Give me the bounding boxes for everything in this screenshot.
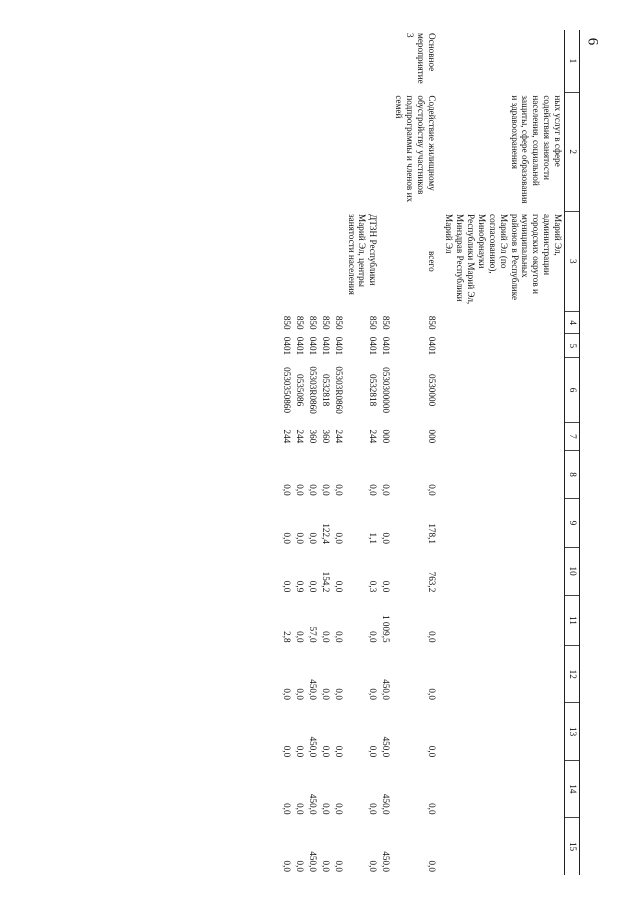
cell-amount-year: 0,0 xyxy=(426,803,437,815)
header-cell: 4 xyxy=(565,312,580,334)
header-cell: 7 xyxy=(565,422,580,450)
cell-grbs-code: 850 xyxy=(307,315,318,330)
cell-amount-year: 0,0 xyxy=(426,484,437,496)
cell-amount-year xyxy=(443,450,565,498)
cell-amount-year xyxy=(443,760,565,817)
cell-responsible xyxy=(319,211,332,312)
cell-amount-year: 0,0 xyxy=(282,860,293,872)
cell-amount-year: 0,9 xyxy=(295,580,306,593)
header-cell: 10 xyxy=(565,547,580,595)
header-cell: 2 xyxy=(565,92,580,211)
cell-amount-year: 0,0 xyxy=(333,745,344,758)
cell-amount-year: 0,0 xyxy=(426,688,437,700)
cell-grbs-code: 850 xyxy=(426,315,437,330)
cell-amount-year xyxy=(443,499,565,547)
table-row xyxy=(306,30,319,875)
table-row xyxy=(443,30,565,875)
cell-amount-year: 450,0 xyxy=(307,793,318,815)
cell-description xyxy=(332,92,345,211)
cell-grbs-code: 850 xyxy=(295,315,306,330)
cell-responsible xyxy=(306,211,319,312)
cell-amount-year: 0,0 xyxy=(368,860,379,872)
cell-amount-year xyxy=(443,818,565,875)
cell-amount-year: 0,0 xyxy=(368,631,379,643)
cell-grbs-code xyxy=(443,312,565,334)
table-row xyxy=(345,30,380,875)
cell-event-name xyxy=(379,30,392,92)
header-row xyxy=(565,30,580,875)
cell-amount-year: 2,8 xyxy=(282,631,293,643)
header-cell: 8 xyxy=(565,450,580,498)
table-row xyxy=(332,30,345,875)
table-row xyxy=(319,30,332,875)
cell-expense-type: 244 xyxy=(295,429,306,444)
cell-responsible xyxy=(332,211,345,312)
table-row xyxy=(280,30,293,875)
cell-amount-year: 450,0 xyxy=(307,679,318,700)
cell-amount-year: 0,0 xyxy=(333,484,344,496)
cell-event-name xyxy=(345,30,380,92)
header-cell: 11 xyxy=(565,595,580,645)
table-row xyxy=(379,30,392,875)
cell-expense-type: 000 xyxy=(381,429,392,444)
cell-responsible xyxy=(379,211,392,312)
cell-amount-year: 0,0 xyxy=(307,580,318,593)
cell-responsible: ДТЗН Республики Марий Эл, центры занятости населения xyxy=(346,214,379,295)
table-body xyxy=(280,30,564,875)
cell-target-article: 0530350860 xyxy=(282,367,293,414)
cell-description: ных услуг в сфере содействия занятости населения, социальной защиты, сфере образования и здравоохранения xyxy=(509,95,563,204)
cell-amount-year: 450,0 xyxy=(307,736,318,758)
cell-amount-year: 1 009,5 xyxy=(381,615,392,643)
cell-section-code: 0401 xyxy=(320,336,331,356)
cell-amount-year: 0,0 xyxy=(333,803,344,815)
cell-amount-year: 0,0 xyxy=(307,484,318,496)
cell-amount-year: 0,0 xyxy=(295,688,306,700)
cell-responsible: Марий Эл, администрации городских округов и муниципальных районов в Республике Марий Эл (по согласованию), Минобрнауки Республики Марий Эл, Минздрав Республики Марий Эл xyxy=(444,214,563,305)
cell-amount-year: 0,0 xyxy=(320,688,331,700)
cell-amount-year: 0,0 xyxy=(295,803,306,815)
cell-target-article: 0530300000 xyxy=(381,367,392,414)
table-row xyxy=(392,30,442,875)
cell-amount-year: 0,0 xyxy=(381,484,392,496)
cell-amount-year: 0,0 xyxy=(295,532,306,544)
cell-event-name xyxy=(443,30,565,92)
cell-amount-year: 1,1 xyxy=(368,532,379,544)
cell-amount-year: 0,0 xyxy=(368,745,379,758)
cell-section-code: 0401 xyxy=(295,336,306,356)
cell-amount-year: 0,0 xyxy=(282,688,293,700)
header-cell: 3 xyxy=(565,211,580,312)
cell-event-name xyxy=(293,30,306,92)
cell-description xyxy=(306,92,319,211)
cell-target-article xyxy=(443,358,565,422)
cell-amount-year: 0,0 xyxy=(320,803,331,815)
cell-amount-year: 0,0 xyxy=(307,532,318,544)
cell-amount-year: 57,0 xyxy=(307,626,318,643)
cell-amount-year: 0,0 xyxy=(295,860,306,872)
cell-amount-year: 0,0 xyxy=(282,580,293,593)
cell-amount-year: 450,0 xyxy=(381,793,392,815)
header-cell: 14 xyxy=(565,760,580,817)
cell-event-name xyxy=(332,30,345,92)
cell-amount-year: 0,0 xyxy=(333,532,344,544)
cell-amount-year: 0,0 xyxy=(295,745,306,758)
cell-amount-year: 0,0 xyxy=(368,688,379,700)
cell-description xyxy=(280,92,293,211)
cell-target-article: 0530000 xyxy=(426,374,437,407)
cell-expense-type xyxy=(443,422,565,450)
cell-grbs-code: 850 xyxy=(333,315,344,330)
cell-amount-year xyxy=(443,646,565,703)
cell-grbs-code: 850 xyxy=(282,315,293,330)
cell-section-code: 0401 xyxy=(333,336,344,356)
cell-target-article: 05303R0860 xyxy=(307,366,318,414)
cell-amount-year: 450,0 xyxy=(307,851,318,872)
cell-amount-year: 0,0 xyxy=(282,484,293,496)
cell-description xyxy=(319,92,332,211)
cell-amount-year: 0,0 xyxy=(295,484,306,496)
cell-section-code xyxy=(443,334,565,358)
cell-amount-year: 0,0 xyxy=(381,580,392,593)
cell-amount-year: 122,4 xyxy=(320,523,331,544)
cell-amount-year: 154,2 xyxy=(320,571,331,593)
page-number: 6 xyxy=(584,37,601,46)
cell-expense-type: 244 xyxy=(368,429,379,444)
cell-amount-year: 450,0 xyxy=(381,851,392,872)
cell-section-code: 0401 xyxy=(368,336,379,356)
header-cell: 15 xyxy=(565,818,580,875)
cell-expense-type: 244 xyxy=(333,429,344,444)
cell-event-name xyxy=(280,30,293,92)
cell-amount-year: 0,0 xyxy=(333,688,344,700)
cell-expense-type: 360 xyxy=(307,429,318,444)
cell-amount-year: 0,3 xyxy=(368,580,379,593)
cell-responsible xyxy=(280,211,293,312)
cell-section-code: 0401 xyxy=(307,336,318,356)
cell-amount-year: 0,0 xyxy=(426,860,437,872)
cell-target-article: 0535086 xyxy=(295,374,306,407)
cell-description xyxy=(293,92,306,211)
cell-amount-year: 178,1 xyxy=(426,523,437,544)
cell-amount-year xyxy=(443,595,565,645)
cell-responsible xyxy=(293,211,306,312)
cell-target-article: 0532818 xyxy=(320,374,331,407)
cell-amount-year: 0,0 xyxy=(320,860,331,872)
cell-amount-year xyxy=(443,703,565,760)
cell-amount-year: 0,0 xyxy=(381,532,392,544)
cell-event-name xyxy=(319,30,332,92)
header-cell: 1 xyxy=(565,30,580,92)
header-cell: 9 xyxy=(565,499,580,547)
cell-amount-year: 0,0 xyxy=(368,484,379,496)
cell-responsible: всего xyxy=(426,251,437,272)
cell-expense-type: 000 xyxy=(426,429,437,444)
cell-amount-year: 0,0 xyxy=(320,631,331,643)
cell-grbs-code: 850 xyxy=(381,315,392,330)
cell-description xyxy=(345,92,380,211)
cell-amount-year: 0,0 xyxy=(320,484,331,496)
cell-description: Содействие жилищному обустройству участников подпрограммы и членов их семей xyxy=(393,95,437,203)
cell-expense-type: 360 xyxy=(320,429,331,444)
table-row xyxy=(293,30,306,875)
cell-target-article: 0532818 xyxy=(368,374,379,407)
cell-event-name: Основное мероприятие 3 xyxy=(404,33,437,84)
cell-amount-year: 0,0 xyxy=(282,803,293,815)
cell-amount-year: 0,0 xyxy=(333,580,344,593)
header-cell: 6 xyxy=(565,358,580,422)
cell-target-article: 05303R0860 xyxy=(333,366,344,414)
cell-section-code: 0401 xyxy=(381,336,392,356)
cell-amount-year: 0,0 xyxy=(333,631,344,643)
header-cell: 5 xyxy=(565,334,580,358)
cell-amount-year: 0,0 xyxy=(426,631,437,643)
cell-amount-year: 0,0 xyxy=(426,745,437,758)
cell-section-code: 0401 xyxy=(426,336,437,356)
cell-amount-year: 0,0 xyxy=(295,631,306,643)
cell-amount-year: 0,0 xyxy=(368,803,379,815)
cell-grbs-code: 850 xyxy=(320,315,331,330)
cell-amount-year: 763,2 xyxy=(426,571,437,593)
cell-description xyxy=(379,92,392,211)
cell-section-code: 0401 xyxy=(282,336,293,356)
cell-amount-year: 0,0 xyxy=(282,532,293,544)
header-cell: 13 xyxy=(565,703,580,760)
cell-amount-year xyxy=(443,547,565,595)
cell-expense-type: 244 xyxy=(282,429,293,444)
cell-grbs-code: 850 xyxy=(368,315,379,330)
cell-event-name xyxy=(306,30,319,92)
cell-amount-year: 0,0 xyxy=(333,860,344,872)
cell-amount-year: 450,0 xyxy=(381,736,392,758)
budget-table xyxy=(280,30,580,875)
cell-amount-year: 450,0 xyxy=(381,679,392,700)
rotated-table-sheet xyxy=(100,30,580,875)
cell-amount-year: 0,0 xyxy=(320,745,331,758)
cell-amount-year: 0,0 xyxy=(282,745,293,758)
header-cell: 12 xyxy=(565,646,580,703)
